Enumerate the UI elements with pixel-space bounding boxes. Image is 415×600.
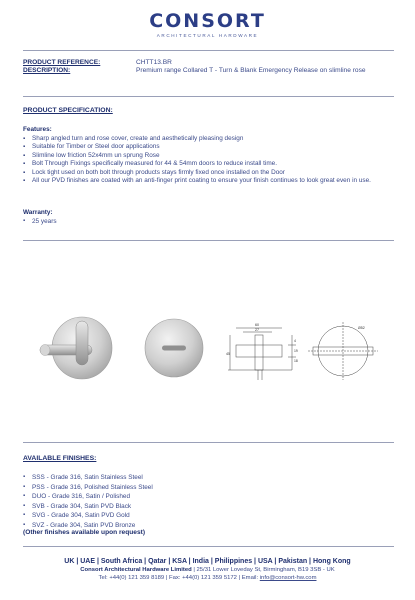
description-value: Premium range Collared T - Turn & Blank Emergency Release on slimline rose xyxy=(136,67,366,74)
list-item: ▪ Lock tight used on both bolt through products stays firmly fixed once installed on the Door xyxy=(23,169,398,177)
header-divider xyxy=(23,50,394,51)
dimension-label: 27 xyxy=(255,328,259,332)
list-item: ▪ Slimline low friction 52x4mm un sprung Rose xyxy=(23,152,398,160)
dimension-label: 4 xyxy=(294,339,296,343)
section-divider xyxy=(23,240,394,241)
section-divider xyxy=(23,96,394,97)
list-item: ▪ SVB - Grade 304, Satin PVD Black xyxy=(23,502,153,512)
list-item: ▪ Bolt Through Fixings specifically measured for 44 & 54mm doors to reduce install time. xyxy=(23,160,398,168)
list-item: ▪ PSS - Grade 316, Polished Stainless Steel xyxy=(23,483,153,493)
specification-title: PRODUCT SPECIFICATION: xyxy=(23,107,113,114)
dimension-label: 18 xyxy=(294,359,298,363)
finishes-title: AVAILABLE FINISHES: xyxy=(23,455,97,462)
finishes-note: (Other finishes available upon request) xyxy=(23,529,146,536)
features-list xyxy=(23,135,398,185)
footer-address xyxy=(0,566,415,574)
turn-knob-photo xyxy=(40,317,112,379)
section-divider xyxy=(23,442,394,443)
list-item: ▪ SVG - Grade 304, Satin PVD Gold xyxy=(23,511,153,521)
description-label: DESCRIPTION: xyxy=(23,67,71,74)
list-item: ▪ SSS - Grade 316, Satin Stainless Steel xyxy=(23,473,153,483)
reference-value: CHTT13.BR xyxy=(136,59,172,66)
technical-drawing-side xyxy=(228,328,296,380)
emergency-release-photo xyxy=(145,319,203,377)
footer-countries: UK | UAE | South Africa | Qatar | KSA | India | Philippines | USA | Pakistan | Hong Kong xyxy=(64,558,351,565)
reference-label: PRODUCT REFERENCE: xyxy=(23,59,101,66)
footer-company: Consort Architectural Hardware Limited xyxy=(80,567,192,573)
brand-tagline: ARCHITECTURAL HARDWARE xyxy=(156,33,259,38)
footer-contact-text: Tel: +44(0) 121 359 8189 | Fax: +44(0) 121 359 5172 | Email: xyxy=(98,575,260,581)
footer-divider xyxy=(23,546,394,547)
footer xyxy=(0,557,415,582)
warranty-list xyxy=(23,218,57,225)
list-item: ▪ All our PVD finishes are coated with an anti-finger print coating to ensure your finish continues to look great even in use. xyxy=(23,177,398,185)
finishes-list xyxy=(23,473,153,530)
brand-name: CONSORT xyxy=(149,10,266,32)
dimension-label: Ø52 xyxy=(358,326,365,330)
list-item: ▪ DUO - Grade 316, Satin / Polished xyxy=(23,492,153,502)
list-item: ▪ 25 years xyxy=(23,218,57,225)
dimension-label: 60 xyxy=(255,323,259,327)
footer-contact xyxy=(0,574,415,582)
product-reference-block xyxy=(23,59,394,75)
product-images xyxy=(0,300,415,390)
features-heading: Features: xyxy=(23,126,52,133)
brand-logo xyxy=(0,10,415,38)
warranty-heading: Warranty: xyxy=(23,209,53,216)
list-item: ▪ SVZ - Grade 304, Satin PVD Bronze xyxy=(23,521,153,531)
dimension-label: 45 xyxy=(226,352,230,356)
footer-address-text: | 25/31 Lower Loveday St, Birmingham, B19 3SB - UK xyxy=(191,567,335,573)
technical-drawing-front xyxy=(308,322,378,380)
dimension-label: 19 xyxy=(294,349,298,353)
list-item: ▪ Suitable for Timber or Steel door applications xyxy=(23,143,398,151)
email-link[interactable]: info@consort-hw.com xyxy=(259,575,317,581)
list-item: ▪ Sharp angled turn and rose cover, create and aesthetically pleasing design xyxy=(23,135,398,143)
